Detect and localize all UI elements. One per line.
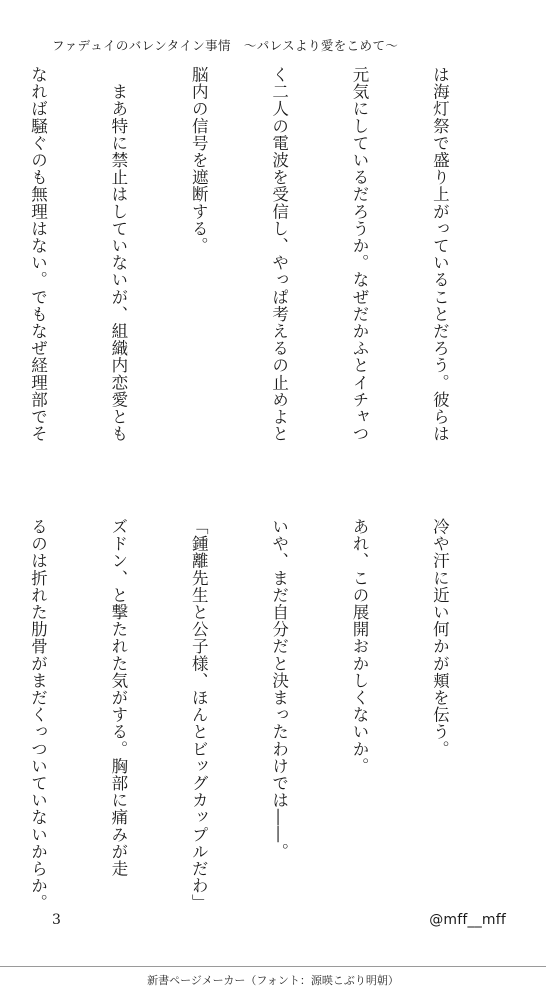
text-line: なれば騒ぐのも無理はない。でもなぜ経理部でそ [28,66,48,443]
page-number: 3 [52,912,61,928]
text-line: いや、まだ自分だと決まったわけでは――。 [269,518,289,860]
text-line: 「鍾離先生と公子様、ほんとビッグカップルだわ」 [189,518,209,912]
text-line: く二人の電波を受信し、やっぱ考えるの止めよと [269,66,289,443]
text-line: 元気にしているだろうか。なぜだかふとイチャつ [350,66,370,443]
text-line: まあ特に禁止はしていないが、組織内恋愛とも [108,66,128,443]
author-handle: @mff__mff [429,912,506,928]
text-line: は海灯祭で盛り上がっていることだろう。彼らは [430,66,450,443]
text-line: 冷や汗に近い何かが頬を伝う。 [430,518,450,758]
text-line: 脳内の信号を遮断する。 [189,66,209,255]
text-block-lower [0,518,506,912]
running-header: ファデュイのバレンタイン事情 〜パレスより愛をこめて〜 [52,38,399,53]
text-line: あれ、この展開おかしくないか。 [350,518,370,775]
generator-credit: 新書ページメーカー（フォント：源暎こぶり明朝） [147,974,399,987]
text-line: ズドン、と撃たれた気がする。胸部に痛みが走 [108,518,128,878]
text-line: るのは折れた肋骨がまだくっついていないからか。 [28,518,48,912]
text-block-upper [0,66,506,456]
